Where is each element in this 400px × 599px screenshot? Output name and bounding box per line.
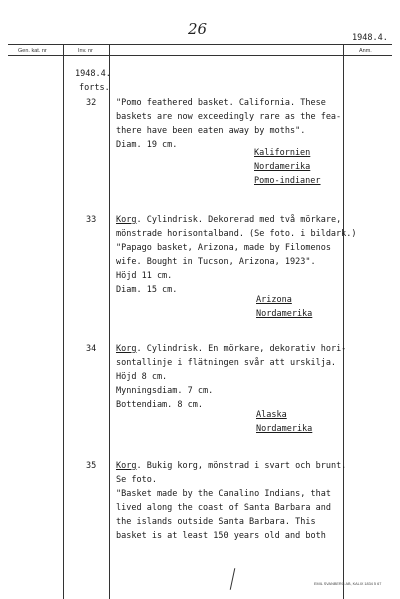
- continuation-year: 1948.4.: [75, 69, 111, 79]
- location-label: Nordamerika: [256, 309, 313, 319]
- column-divider-1: [63, 44, 64, 599]
- location-label: Kalifornien: [254, 148, 311, 158]
- pen-stroke-mark: [230, 568, 236, 590]
- entry-line: Bottendiam. 8 cm.: [116, 400, 203, 410]
- entry-line: . Cylindrisk. Dekorerad med två mörkare,: [136, 215, 342, 225]
- header-bottom-rule: [8, 55, 392, 56]
- entry-line: "Papago basket, Arizona, made by Filomenos: [116, 243, 331, 253]
- entry-line: Mynningsdiam. 7 cm.: [116, 386, 214, 396]
- entry-title: Korg: [116, 344, 137, 354]
- handwritten-page-number: 26: [188, 20, 208, 38]
- entry-first-line: [116, 344, 346, 354]
- entry-line: Diam. 15 cm.: [116, 285, 178, 295]
- entry-line: the islands outside Santa Barbara. This: [116, 517, 316, 527]
- page-reference: 1948.4.: [352, 33, 388, 43]
- entry-title: Korg: [116, 461, 137, 471]
- column-divider-2: [109, 44, 110, 599]
- entry-line: basket is at least 150 years old and both: [116, 531, 326, 541]
- entry-first-line: [116, 215, 341, 225]
- entry-line: sontallinje i flätningen svår att urskilja.: [116, 358, 337, 368]
- entry-line: "Pomo feathered basket. California. These: [116, 98, 326, 108]
- entry-title: Korg: [116, 215, 137, 225]
- entry-line: Se foto.: [116, 475, 157, 485]
- column-divider-3: [343, 44, 344, 599]
- header-top-rule: [8, 44, 392, 45]
- entry-line: Höjd 11 cm.: [116, 271, 173, 281]
- entry-line: Diam. 19 cm.: [116, 140, 178, 150]
- location-label: Pomo-indianer: [254, 176, 321, 186]
- entry-line: baskets are now exceedingly rare as the fea-: [116, 112, 342, 122]
- column-header-anm: Anm.: [359, 48, 372, 54]
- continuation-forts: forts.: [79, 83, 110, 93]
- entry-line: Höjd 8 cm.: [116, 372, 168, 382]
- location-label: Nordamerika: [256, 424, 313, 434]
- location-label: Arizona: [256, 295, 292, 305]
- entry-line: there have been eaten away by moths".: [116, 126, 306, 136]
- entry-first-line: [116, 461, 346, 471]
- entry-number: 32: [86, 98, 97, 108]
- entry-number: 33: [86, 215, 97, 225]
- entry-line: . Cylindrisk. En mörkare, dekorativ hori-: [136, 344, 347, 354]
- location-label: Nordamerika: [254, 162, 311, 172]
- printer-imprint: EMIL SVANBERG AB, KALIX 1834 5 67: [314, 582, 382, 586]
- entry-line: lived along the coast of Santa Barbara and: [116, 503, 331, 513]
- entry-line: "Basket made by the Canalino Indians, that: [116, 489, 331, 499]
- entry-number: 35: [86, 461, 97, 471]
- entry-line: . Bukig korg, mönstrad i svart och brunt.: [136, 461, 347, 471]
- column-header-inv-nr: Inv. nr: [78, 48, 93, 54]
- entry-number: 34: [86, 344, 97, 354]
- entry-line: wife. Bought in Tucson, Arizona, 1923".: [116, 257, 316, 267]
- entry-line: mönstrade horisontalband. (Se foto. i bildark.): [116, 229, 357, 239]
- column-header-gen-kat-nr: Gen. kat. nr: [18, 48, 47, 54]
- location-label: Alaska: [256, 410, 287, 420]
